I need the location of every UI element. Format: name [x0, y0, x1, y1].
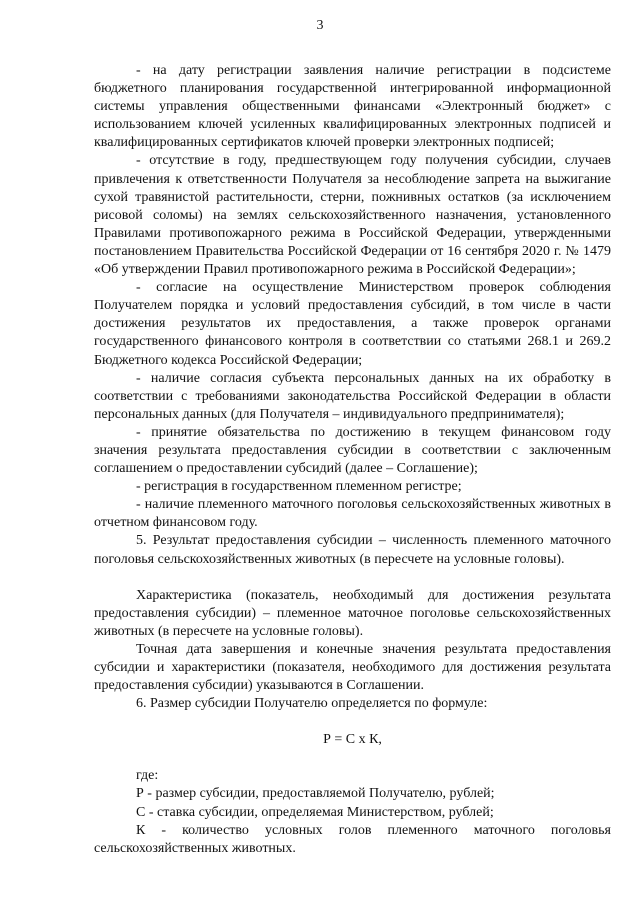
- paragraph: Точная дата завершения и конечные значения результата предоставления субсидии и характеристики (показателя, необходимого для достижения результата предоставления субсидии) указываются в Соглашении.: [94, 641, 611, 694]
- formula: Р = С х К,: [323, 732, 382, 748]
- paragraph: - на дату регистрации заявления наличие регистрации в подсистеме бюджетного планирования государственной интегрированной информационной системы управления общественными финансами «Электронный бюджет» с использованием ключей усиленных квалифицированных электронных подписей и квалифицированных сертификатов ключей проверки электронных подписей;: [94, 63, 611, 151]
- document-body: [94, 62, 611, 858]
- definition-item: К - количество условных голов племенного маточного поголовья сельскохозяйственных животных.: [94, 822, 611, 856]
- definition-item: Р - размер субсидии, предоставляемой Получателю, рублей;: [136, 786, 495, 802]
- paragraph: 5. Результат предоставления субсидии – численность племенного маточного поголовья сельскохозяйственных животных (в пересчете на условные головы).: [94, 533, 611, 567]
- paragraph: Характеристика (показатель, необходимый для достижения результата предоставления субсидии) – племенное маточное поголовье сельскохозяйственных животных (в пересчете на условные головы).: [94, 587, 611, 639]
- paragraph: - отсутствие в году, предшествующем году получения субсидии, случаев привлечения к ответственности Получателя за несоблюдение запрета на выжигание сухой травянистой растительности, стерни, пожнивных остатков (за исключением рисовой соломы) на землях сельскохозяйственного назначения, установленного Правилами противопожарного режима в Российской Федерации, утвержденными постановлением Правительства Российской Федерации от 16 сентября 2020 г. № 1479 «Об утверждении Правил противопожарного режима в Российской Федерации»;: [94, 153, 611, 278]
- paragraph: 6. Размер субсидии Получателю определяется по формуле:: [136, 696, 488, 712]
- paragraph: - наличие племенного маточного поголовья сельскохозяйственных животных в отчетном финансовом году.: [94, 497, 611, 531]
- paragraph: - наличие согласия субъекта персональных данных на их обработку в соответствии с требованиями законодательства Российской Федерации в области персональных данных (для Получателя – индивидуального предпринимателя);: [94, 370, 611, 422]
- paragraph: - согласие на осуществление Министерством проверок соблюдения Получателем порядка и условий предоставления субсидий, в том числе в части достижения результатов их предоставления, а также проверок органами государственного финансового контроля в соответствии со статьями 268.1 и 269.2 Бюджетного кодекса Российской Федерации;: [94, 280, 611, 368]
- paragraph: - принятие обязательства по достижению в текущем финансовом году значения результата предоставления субсидии в соответствии с заключенным соглашением о предоставлении субсидий (далее – Соглашение);: [94, 424, 611, 477]
- page-number: 3: [316, 18, 324, 33]
- where-label: где:: [136, 768, 159, 784]
- definition-item: С - ставка субсидии, определяемая Министерством, рублей;: [136, 804, 494, 820]
- paragraph: - регистрация в государственном племенном регистре;: [136, 479, 462, 495]
